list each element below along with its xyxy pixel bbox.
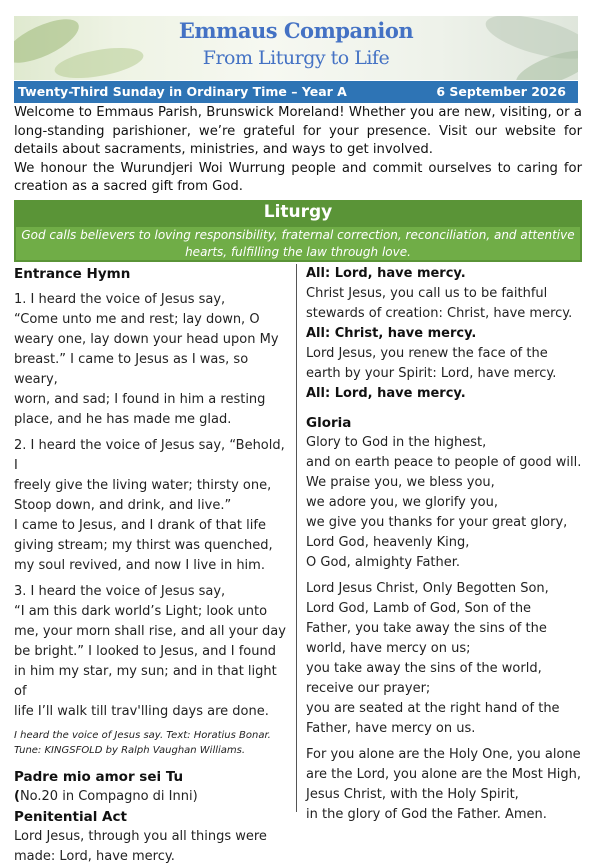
padre-mio-heading: Padre mio amor sei Tu	[14, 769, 184, 785]
liturgy-theme: God calls believers to loving responsibility, fraternal correction, reconciliation, and attentive hearts, fulfilling the law through love.	[16, 227, 580, 260]
gloria-stanza-2	[306, 579, 584, 739]
invocation-line: Christ Jesus, you call us to be faithful	[306, 286, 548, 301]
gloria-line: we adore you, we glorify you,	[306, 495, 499, 510]
gloria-line: and on earth peace to people of good will.	[306, 455, 582, 470]
verse-line: place, and he has made me glad.	[14, 412, 232, 427]
gloria-line: Jesus Christ, with the Holy Spirit,	[306, 787, 519, 802]
gloria-line: O God, almighty Father.	[306, 555, 461, 570]
people-response: All: Lord, have mercy.	[306, 266, 466, 281]
verse-line: 1. I heard the voice of Jesus say,	[14, 292, 226, 307]
penitential-line: made: Lord, have mercy.	[14, 849, 175, 864]
verse-line: breast.” I came to Jesus as I was, so weary,	[14, 352, 249, 387]
verse-line: “Come unto me and rest; lay down, O	[14, 312, 260, 327]
right-column	[306, 264, 584, 825]
verse-line: Stoop down, and drink, and live.”	[14, 498, 232, 513]
gloria-line: we give you thanks for your great glory,	[306, 515, 568, 530]
left-column	[14, 264, 292, 867]
verse-line: worn, and sad; I found in him a resting	[14, 392, 266, 407]
date-bar	[14, 81, 578, 103]
gloria-stanza-3	[306, 745, 584, 825]
people-response: All: Lord, have mercy.	[306, 386, 466, 401]
gloria-line: you are seated at the right hand of the	[306, 701, 560, 716]
gloria-line: are the Lord, you alone are the Most High,	[306, 767, 581, 782]
liturgical-date: 6 September 2026	[436, 84, 566, 99]
verse-line: giving stream; my thirst was quenched,	[14, 538, 273, 553]
gloria-line: in the glory of God the Father. Amen.	[306, 807, 547, 822]
invocation-line: stewards of creation: Christ, have mercy.	[306, 306, 573, 321]
hymn-verse-1	[14, 290, 292, 430]
hymn-verse-2	[14, 436, 292, 576]
hymn-verse-3	[14, 582, 292, 722]
verse-line: weary one, lay down your head upon My	[14, 332, 279, 347]
liturgical-occasion: Twenty-Third Sunday in Ordinary Time – Year A	[18, 84, 347, 99]
credit-line: I heard the voice of Jesus say. Text: Horatius Bonar.	[14, 730, 271, 741]
verse-line: 2. I heard the voice of Jesus say, “Behold, I	[14, 438, 285, 473]
column-divider	[296, 264, 297, 812]
invocation-line: earth by your Spirit: Lord, have mercy.	[306, 366, 557, 381]
open-paren: (	[14, 789, 20, 804]
invocation-line: Lord Jesus, you renew the face of the	[306, 346, 548, 361]
penitential-act-heading: Penitential Act	[14, 809, 127, 825]
hymnal-reference: No.20 in Compagno di Inni)	[19, 789, 198, 804]
publication-title: Emmaus Companion	[178, 18, 414, 43]
gloria-line: We praise you, we bless you,	[306, 475, 495, 490]
verse-line: “I am this dark world’s Light; look unto	[14, 604, 268, 619]
welcome-paragraph: Welcome to Emmaus Parish, Brunswick Moreland! Whether you are new, visiting, or a long-standing parishioner, we’re grateful for your presence. Visit our website for details about sacraments, ministries, and ways to get involved.	[14, 105, 582, 157]
gloria-line: Father, have mercy on us.	[306, 721, 476, 736]
gloria-line: you take away the sins of the world,	[306, 661, 542, 676]
liturgy-banner	[14, 200, 582, 262]
verse-line: 3. I heard the voice of Jesus say,	[14, 584, 226, 599]
gloria-line: Glory to God in the highest,	[306, 435, 487, 450]
gloria-line: Lord God, Lamb of God, Son of the	[306, 601, 532, 616]
gloria-line: Lord Jesus Christ, Only Begotten Son,	[306, 581, 549, 596]
gloria-line: receive our prayer;	[306, 681, 431, 696]
publication-subtitle: From Liturgy to Life	[202, 47, 390, 69]
verse-line: be bright.” I looked to Jesus, and I found	[14, 644, 276, 659]
verse-line: I came to Jesus, and I drank of that life	[14, 518, 266, 533]
acknowledgement-paragraph: We honour the Wurundjeri Woi Wurrung people and commit ourselves to caring for creation as a sacred gift from God.	[14, 160, 582, 194]
people-response: All: Christ, have mercy.	[306, 326, 477, 341]
gloria-line: Father, you take away the sins of the	[306, 621, 547, 636]
masthead	[14, 16, 578, 80]
verse-line: in him my star, my sun; and in that light of	[14, 664, 277, 699]
gloria-heading: Gloria	[306, 415, 352, 431]
welcome-section	[14, 104, 582, 197]
verse-line: life I’ll walk till trav'lling days are done.	[14, 704, 269, 719]
credit-line: Tune: KINGSFOLD by Ralph Vaughan Williams.	[14, 745, 246, 756]
entrance-hymn-heading: Entrance Hymn	[14, 266, 131, 282]
penitential-line: Lord Jesus, through you all things were	[14, 829, 267, 844]
hymn-credit	[14, 728, 292, 758]
verse-line: freely give the living water; thirsty one,	[14, 478, 272, 493]
gloria-line: Lord God, heavenly King,	[306, 535, 470, 550]
gloria-line: For you alone are the Holy One, you alone	[306, 747, 581, 762]
verse-line: my soul revived, and now I live in him.	[14, 558, 265, 573]
gloria-stanza-1	[306, 433, 584, 573]
verse-line: me, your morn shall rise, and all your day	[14, 624, 286, 639]
gloria-line: world, have mercy on us;	[306, 641, 471, 656]
liturgy-heading: Liturgy	[263, 202, 333, 222]
padre-mio-reference	[14, 787, 292, 807]
